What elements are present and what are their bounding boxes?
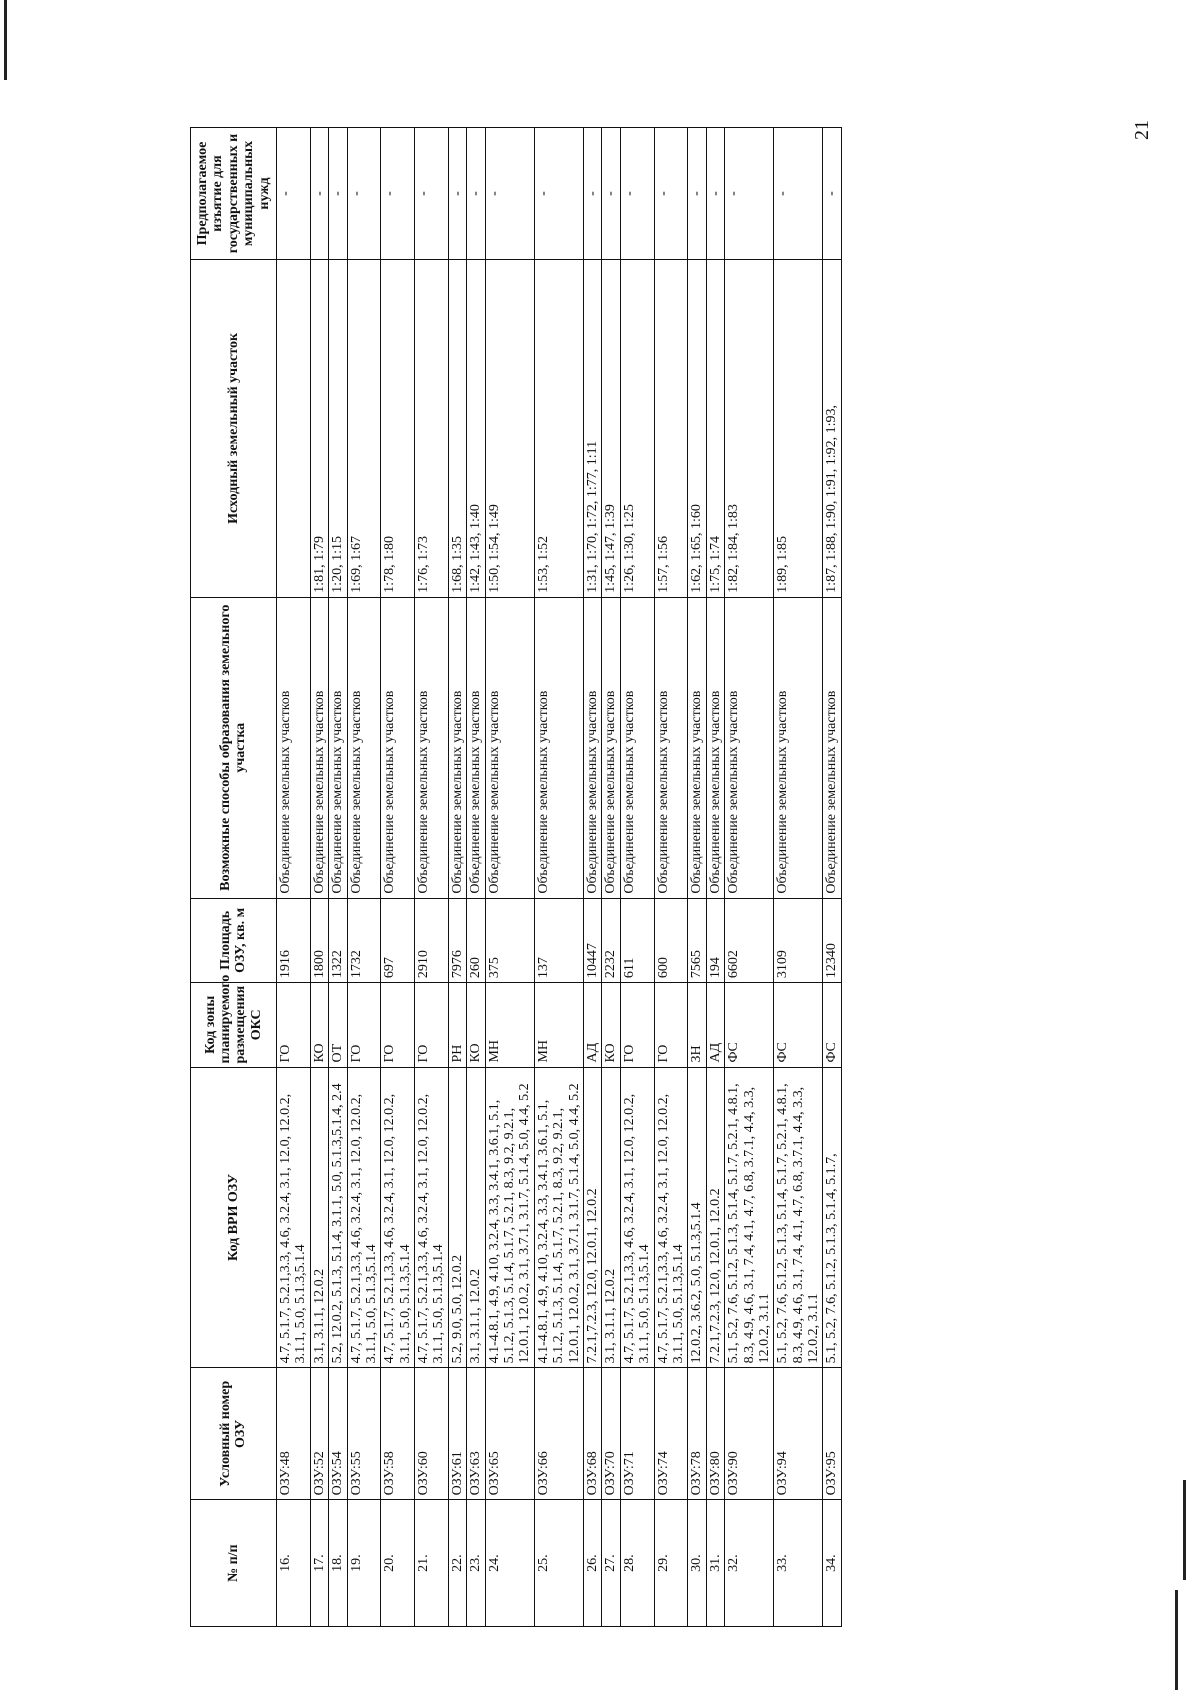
seizure-flag: - xyxy=(583,128,601,260)
row-number: 19. xyxy=(347,1500,381,1627)
formation-method: Объединение земельных участков xyxy=(467,597,485,898)
zone-code: МН xyxy=(534,983,583,1067)
page-number: 21 xyxy=(1131,120,1153,140)
table-row xyxy=(467,128,485,1627)
vri-codes: 4.7, 5.1.7, 5.2.1,3.3, 4.6, 3.2.4, 3.1, 12.0, 12.0.2, 3.1.1, 5.0, 5.1.3,5.1.4 xyxy=(381,1067,415,1368)
seizure-flag: - xyxy=(534,128,583,260)
table-row xyxy=(620,128,654,1627)
plot-id: ОЗУ:58 xyxy=(381,1368,415,1500)
source-plots: 1:76, 1:73 xyxy=(415,260,449,598)
source-plots: 1:20, 1:15 xyxy=(329,260,347,598)
zone-code: АД xyxy=(706,983,724,1067)
plot-id: ОЗУ:68 xyxy=(583,1368,601,1500)
seizure-flag: - xyxy=(774,128,823,260)
plot-id: ОЗУ:54 xyxy=(329,1368,347,1500)
vri-codes: 7.2.1,7.2.3, 12.0, 12.0.1, 12.0.2 xyxy=(583,1067,601,1368)
vri-codes: 4.7, 5.1.7, 5.2.1,3.3, 4.6, 3.2.4, 3.1, 12.0, 12.0.2, 3.1.1, 5.0, 5.1.3,5.1.4 xyxy=(415,1067,449,1368)
vri-codes: 5.1, 5.2, 7.6, 5.1.2, 5.1.3, 5.1.4, 5.1.7, xyxy=(823,1067,841,1368)
source-plots: 1:78, 1:80 xyxy=(381,260,415,598)
table-row xyxy=(774,128,823,1627)
source-plots: 1:75, 1:74 xyxy=(706,260,724,598)
table-body xyxy=(276,128,841,1627)
zone-code: ГО xyxy=(654,983,688,1067)
zone-code: ГО xyxy=(381,983,415,1067)
zone-code: КО xyxy=(602,983,620,1067)
formation-method: Объединение земельных участков xyxy=(534,597,583,898)
plot-id: ОЗУ:74 xyxy=(654,1368,688,1500)
table-row xyxy=(485,128,534,1627)
header-id: Условный номер ОЗУ xyxy=(191,1368,277,1500)
vri-codes: 4.7, 5.1.7, 5.2.1,3.3, 4.6, 3.2.4, 3.1, 12.0, 12.0.2, 3.1.1, 5.0, 5.1.3,5.1.4 xyxy=(654,1067,688,1368)
seizure-flag: - xyxy=(347,128,381,260)
seizure-flag: - xyxy=(602,128,620,260)
row-number: 34. xyxy=(823,1500,841,1627)
zone-code: КО xyxy=(467,983,485,1067)
table-row xyxy=(602,128,620,1627)
row-number: 30. xyxy=(688,1500,706,1627)
vri-codes: 4.1-4.8.1, 4.9, 4.10, 3.2.4, 3.3, 3.4.1, 3.6.1, 5.1, 5.1.2, 5.1.3, 5.1.4, 5.1.7, 5.2.1, 8.3, 9.2, 9.2.1, 12.0.1, 12.0.2, 3.1, 3.7.1, 3.1.7, 5.1.4, 5.0, 4.4, 5.2 xyxy=(534,1067,583,1368)
vri-codes: 5.2, 12.0.2, 5.1.3, 5.1.4, 3.1.1, 5.0, 5.1.3,5.1.4, 2.4 xyxy=(329,1067,347,1368)
vri-codes: 3.1, 3.1.1, 12.0.2 xyxy=(310,1067,328,1368)
plot-area: 1732 xyxy=(347,898,381,982)
seizure-flag: - xyxy=(654,128,688,260)
header-method: Возможные способы образования земельного участка xyxy=(191,597,277,898)
source-plots: 1:42, 1:43, 1:40 xyxy=(467,260,485,598)
plot-id: ОЗУ:65 xyxy=(485,1368,534,1500)
plot-id: ОЗУ:66 xyxy=(534,1368,583,1500)
vri-codes: 5.1, 5.2, 7.6, 5.1.2, 5.1.3, 5.1.4, 5.1.7, 5.2.1, 4.8.1, 8.3, 4.9, 4.6, 3.1, 7.4, 4.1, 4.7, 6.8, 3.7.1, 4.4, 3.3, 12.0.2, 3.1.1 xyxy=(725,1067,774,1368)
plot-id: ОЗУ:80 xyxy=(706,1368,724,1500)
row-number: 16. xyxy=(276,1500,310,1627)
seizure-flag: - xyxy=(620,128,654,260)
row-number: 22. xyxy=(448,1500,466,1627)
scan-edge-mark xyxy=(1175,1590,1178,1690)
source-plots: 1:26, 1:30, 1:25 xyxy=(620,260,654,598)
source-plots: 1:68, 1:35 xyxy=(448,260,466,598)
table-row xyxy=(823,128,841,1627)
row-number: 31. xyxy=(706,1500,724,1627)
row-number: 28. xyxy=(620,1500,654,1627)
plot-area: 10447 xyxy=(583,898,601,982)
plot-id: ОЗУ:78 xyxy=(688,1368,706,1500)
row-number: 20. xyxy=(381,1500,415,1627)
source-plots: 1:69, 1:67 xyxy=(347,260,381,598)
source-plots: 1:57, 1:56 xyxy=(654,260,688,598)
plot-id: ОЗУ:52 xyxy=(310,1368,328,1500)
source-plots: 1:87, 1:88, 1:90, 1:91, 1:92, 1:93, xyxy=(823,260,841,598)
vri-codes: 12.0.2, 3.6.2, 5.0, 5.1.3,5.1.4 xyxy=(688,1067,706,1368)
seizure-flag: - xyxy=(415,128,449,260)
plot-area: 375 xyxy=(485,898,534,982)
land-plots-table xyxy=(190,127,842,1627)
header-source: Исходный земельный участок xyxy=(191,260,277,598)
plot-area: 2232 xyxy=(602,898,620,982)
table-row xyxy=(381,128,415,1627)
row-number: 21. xyxy=(415,1500,449,1627)
row-number: 26. xyxy=(583,1500,601,1627)
formation-method: Объединение земельных участков xyxy=(448,597,466,898)
vri-codes: 4.1-4.8.1, 4.9, 4.10, 3.2.4, 3.3, 3.4.1, 3.6.1, 5.1, 5.1.2, 5.1.3, 5.1.4, 5.1.7, 5.2.1, 8.3, 9.2, 9.2.1, 12.0.1, 12.0.2, 3.1, 3.7.1, 3.1.7, 5.1.4, 5.0, 4.4, 5.2 xyxy=(485,1067,534,1368)
formation-method: Объединение земельных участков xyxy=(329,597,347,898)
zone-code: ГО xyxy=(620,983,654,1067)
row-number: 17. xyxy=(310,1500,328,1627)
formation-method: Объединение земельных участков xyxy=(823,597,841,898)
vri-codes: 7.2.1,7.2.3, 12.0, 12.0.1, 12.0.2 xyxy=(706,1067,724,1368)
scan-edge-mark xyxy=(1183,1480,1186,1580)
source-plots xyxy=(276,260,310,598)
plot-area: 697 xyxy=(381,898,415,982)
header-vri: Код ВРИ ОЗУ xyxy=(191,1067,277,1368)
seizure-flag: - xyxy=(823,128,841,260)
row-number: 27. xyxy=(602,1500,620,1627)
zone-code: АД xyxy=(583,983,601,1067)
vri-codes: 4.7, 5.1.7, 5.2.1,3.3, 4.6, 3.2.4, 3.1, 12.0, 12.0.2, 3.1.1, 5.0, 5.1.3,5.1.4 xyxy=(620,1067,654,1368)
plot-area: 1916 xyxy=(276,898,310,982)
source-plots: 1:81, 1:79 xyxy=(310,260,328,598)
header-seizure: Предполагаемое изъятие для государственных и муниципальных нужд xyxy=(191,128,277,260)
vri-codes: 3.1, 3.1.1, 12.0.2 xyxy=(467,1067,485,1368)
plot-area: 194 xyxy=(706,898,724,982)
row-number: 23. xyxy=(467,1500,485,1627)
formation-method: Объединение земельных участков xyxy=(485,597,534,898)
table-row xyxy=(706,128,724,1627)
source-plots: 1:45, 1:47, 1:39 xyxy=(602,260,620,598)
formation-method: Объединение земельных участков xyxy=(415,597,449,898)
zone-code: РН xyxy=(448,983,466,1067)
zone-code: КО xyxy=(310,983,328,1067)
plot-id: ОЗУ:70 xyxy=(602,1368,620,1500)
plot-area: 260 xyxy=(467,898,485,982)
plot-area: 7565 xyxy=(688,898,706,982)
table-header-row xyxy=(191,128,277,1627)
seizure-flag: - xyxy=(706,128,724,260)
plot-id: ОЗУ:94 xyxy=(774,1368,823,1500)
table-row xyxy=(276,128,310,1627)
source-plots: 1:82, 1:84, 1:83 xyxy=(725,260,774,598)
table-row xyxy=(329,128,347,1627)
table-row xyxy=(347,128,381,1627)
formation-method: Объединение земельных участков xyxy=(688,597,706,898)
zone-code: ФС xyxy=(774,983,823,1067)
vri-codes: 4.7, 5.1.7, 5.2.1,3.3, 4.6, 3.2.4, 3.1, 12.0, 12.0.2, 3.1.1, 5.0, 5.1.3,5.1.4 xyxy=(347,1067,381,1368)
plot-area: 600 xyxy=(654,898,688,982)
header-area: Площадь ОЗУ, кв. м xyxy=(191,898,277,982)
formation-method: Объединение земельных участков xyxy=(602,597,620,898)
plot-area: 3109 xyxy=(774,898,823,982)
header-num: № п/п xyxy=(191,1500,277,1627)
formation-method: Объединение земельных участков xyxy=(347,597,381,898)
seizure-flag: - xyxy=(467,128,485,260)
plot-area: 611 xyxy=(620,898,654,982)
plot-id: ОЗУ:55 xyxy=(347,1368,381,1500)
header-zone: Код зоны планируемого размещения ОКС xyxy=(191,983,277,1067)
plot-id: ОЗУ:60 xyxy=(415,1368,449,1500)
formation-method: Объединение земельных участков xyxy=(774,597,823,898)
vri-codes: 5.1, 5.2, 7.6, 5.1.2, 5.1.3, 5.1.4, 5.1.7, 5.2.1, 4.8.1, 8.3, 4.9, 4.6, 3.1, 7.4, 4.1, 4.7, 6.8, 3.7.1, 4.4, 3.3, 12.0.2, 3.1.1 xyxy=(774,1067,823,1368)
source-plots: 1:89, 1:85 xyxy=(774,260,823,598)
source-plots: 1:50, 1:54, 1:49 xyxy=(485,260,534,598)
table-row xyxy=(725,128,774,1627)
seizure-flag: - xyxy=(276,128,310,260)
plot-id: ОЗУ:61 xyxy=(448,1368,466,1500)
formation-method: Объединение земельных участков xyxy=(725,597,774,898)
seizure-flag: - xyxy=(485,128,534,260)
table-row xyxy=(654,128,688,1627)
source-plots: 1:31, 1:70, 1:72, 1:77, 1:11 xyxy=(583,260,601,598)
source-plots: 1:62, 1:65, 1:60 xyxy=(688,260,706,598)
scan-edge-mark xyxy=(4,0,7,80)
plot-area: 137 xyxy=(534,898,583,982)
table-row xyxy=(415,128,449,1627)
zone-code: ФС xyxy=(725,983,774,1067)
plot-area: 6602 xyxy=(725,898,774,982)
formation-method: Объединение земельных участков xyxy=(276,597,310,898)
plot-area: 7976 xyxy=(448,898,466,982)
vri-codes: 5.2, 9.0, 5.0, 12.0.2 xyxy=(448,1067,466,1368)
plot-id: ОЗУ:71 xyxy=(620,1368,654,1500)
row-number: 33. xyxy=(774,1500,823,1627)
plot-area: 12340 xyxy=(823,898,841,982)
seizure-flag: - xyxy=(329,128,347,260)
vri-codes: 3.1, 3.1.1, 12.0.2 xyxy=(602,1067,620,1368)
formation-method: Объединение земельных участков xyxy=(620,597,654,898)
table-row xyxy=(583,128,601,1627)
seizure-flag: - xyxy=(725,128,774,260)
plot-area: 2910 xyxy=(415,898,449,982)
table-row xyxy=(688,128,706,1627)
plot-id: ОЗУ:90 xyxy=(725,1368,774,1500)
zone-code: ОТ xyxy=(329,983,347,1067)
row-number: 18. xyxy=(329,1500,347,1627)
row-number: 24. xyxy=(485,1500,534,1627)
seizure-flag: - xyxy=(381,128,415,260)
row-number: 29. xyxy=(654,1500,688,1627)
seizure-flag: - xyxy=(688,128,706,260)
table-row xyxy=(534,128,583,1627)
formation-method: Объединение земельных участков xyxy=(706,597,724,898)
row-number: 32. xyxy=(725,1500,774,1627)
plot-id: ОЗУ:63 xyxy=(467,1368,485,1500)
table-row xyxy=(448,128,466,1627)
plot-area: 1800 xyxy=(310,898,328,982)
zone-code: ГО xyxy=(276,983,310,1067)
plot-id: ОЗУ:48 xyxy=(276,1368,310,1500)
row-number: 25. xyxy=(534,1500,583,1627)
formation-method: Объединение земельных участков xyxy=(381,597,415,898)
zone-code: ГО xyxy=(347,983,381,1067)
formation-method: Объединение земельных участков xyxy=(310,597,328,898)
seizure-flag: - xyxy=(310,128,328,260)
zone-code: ГО xyxy=(415,983,449,1067)
plot-area: 1322 xyxy=(329,898,347,982)
table-row xyxy=(310,128,328,1627)
source-plots: 1:53, 1:52 xyxy=(534,260,583,598)
zone-code: ЗН xyxy=(688,983,706,1067)
seizure-flag: - xyxy=(448,128,466,260)
formation-method: Объединение земельных участков xyxy=(583,597,601,898)
plot-id: ОЗУ:95 xyxy=(823,1368,841,1500)
zone-code: ФС xyxy=(823,983,841,1067)
vri-codes: 4.7, 5.1.7, 5.2.1,3.3, 4.6, 3.2.4, 3.1, 12.0, 12.0.2, 3.1.1, 5.0, 5.1.3,5.1.4 xyxy=(276,1067,310,1368)
zone-code: МН xyxy=(485,983,534,1067)
rotated-table-container xyxy=(190,127,1070,1627)
formation-method: Объединение земельных участков xyxy=(654,597,688,898)
